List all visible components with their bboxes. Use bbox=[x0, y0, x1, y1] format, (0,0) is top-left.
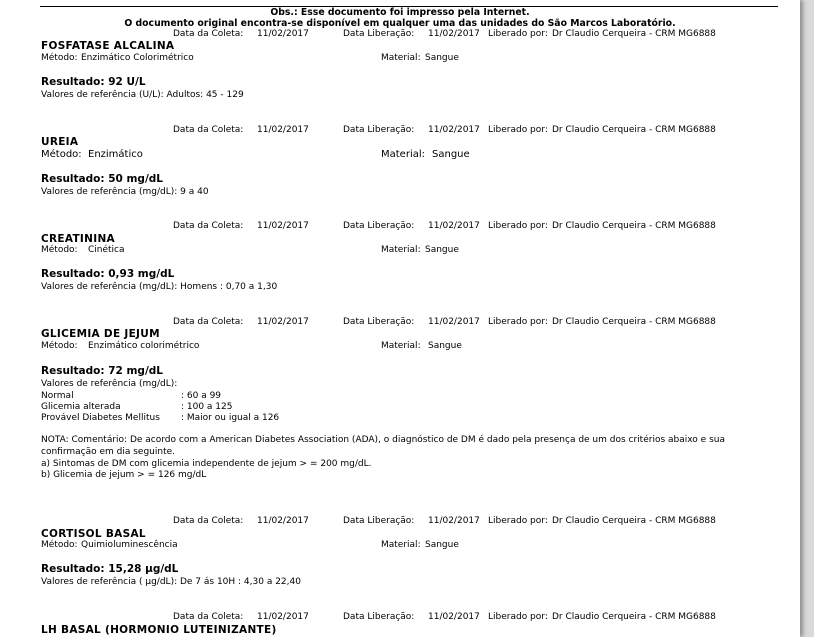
data-liberacao-label: Data Liberação: bbox=[343, 317, 415, 327]
data-liberacao-label: Data Liberação: bbox=[343, 221, 415, 231]
valores-referencia: Valores de referência (U/L): Adultos: 45 - 129 bbox=[41, 90, 244, 100]
material-value: Sangue bbox=[428, 341, 462, 351]
liberado-por-label: Liberado por: bbox=[488, 516, 548, 526]
data-coleta-value: 11/02/2017 bbox=[257, 516, 309, 526]
material-value: Sangue bbox=[425, 540, 459, 550]
metodo-label: Método: bbox=[41, 53, 78, 63]
material-label: Material: bbox=[381, 149, 425, 160]
ref-value-glicemia-alterada: : 100 a 125 bbox=[181, 402, 233, 412]
liberado-por-label: Liberado por: bbox=[488, 317, 548, 327]
exam-title: CORTISOL BASAL bbox=[41, 528, 146, 540]
data-coleta-label: Data da Coleta: bbox=[173, 516, 244, 526]
liberado-por-label: Liberado por: bbox=[488, 125, 548, 135]
exam-title: GLICEMIA DE JEJUM bbox=[41, 328, 160, 340]
metodo-label: Método: bbox=[41, 245, 78, 255]
data-liberacao-label: Data Liberação: bbox=[343, 29, 415, 39]
valores-referencia: Valores de referência ( μg/dL): De 7 ás 10H : 4,30 a 22,40 bbox=[41, 577, 301, 587]
ref-value-normal: : 60 a 99 bbox=[181, 391, 222, 401]
data-liberacao-value: 11/02/2017 bbox=[428, 125, 480, 135]
metodo-label: Método: bbox=[41, 149, 82, 160]
metodo-label: Método: bbox=[41, 341, 78, 351]
liberado-por-label: Liberado por: bbox=[488, 29, 548, 39]
valores-referencia: Valores de referência (mg/dL): bbox=[41, 379, 178, 389]
data-liberacao-value: 11/02/2017 bbox=[428, 29, 480, 39]
nota-line-1: NOTA: Comentário: De acordo com a American Diabetes Association (ADA), o diagnóstico de DM é dado pela presença de um dos critérios abaixo e sua bbox=[41, 435, 725, 445]
data-coleta-label: Data da Coleta: bbox=[173, 125, 244, 135]
data-liberacao-value: 11/02/2017 bbox=[428, 612, 480, 622]
obs-line-1: Obs.: Esse documento foi impresso pela Internet. bbox=[270, 7, 530, 18]
data-coleta-label: Data da Coleta: bbox=[173, 317, 244, 327]
liberado-por-value: Dr Claudio Cerqueira - CRM MG6888 bbox=[552, 516, 716, 526]
nota-line-2: confirmação em dia seguinte. bbox=[41, 447, 176, 457]
metodo-value: Enzimático Colorimétrico bbox=[81, 53, 194, 63]
metodo-value: Enzimático bbox=[88, 149, 143, 160]
ref-label-diabetes: Provável Diabetes Mellitus bbox=[41, 413, 160, 423]
metodo-value: Enzimático colorimétrico bbox=[88, 341, 200, 351]
resultado: Resultado: 0,93 mg/dL bbox=[41, 268, 175, 280]
exam-title: CREATININA bbox=[41, 233, 115, 245]
exam-title: UREIA bbox=[41, 136, 79, 148]
material-label: Material: bbox=[381, 341, 421, 351]
liberado-por-label: Liberado por: bbox=[488, 221, 548, 231]
data-coleta-label: Data da Coleta: bbox=[173, 29, 244, 39]
obs-line-2: O documento original encontra-se disponível em qualquer uma das unidades do São Marcos Laboratório. bbox=[124, 18, 676, 29]
material-value: Sangue bbox=[425, 245, 459, 255]
data-liberacao-label: Data Liberação: bbox=[343, 612, 415, 622]
data-coleta-value: 11/02/2017 bbox=[257, 221, 309, 231]
data-coleta-label: Data da Coleta: bbox=[173, 612, 244, 622]
material-label: Material: bbox=[381, 245, 421, 255]
data-liberacao-value: 11/02/2017 bbox=[428, 516, 480, 526]
resultado: Resultado: 50 mg/dL bbox=[41, 173, 163, 185]
material-label: Material: bbox=[381, 540, 421, 550]
data-coleta-label: Data da Coleta: bbox=[173, 221, 244, 231]
resultado: Resultado: 72 mg/dL bbox=[41, 365, 163, 377]
data-liberacao-value: 11/02/2017 bbox=[428, 221, 480, 231]
resultado: Resultado: 15,28 μg/dL bbox=[41, 563, 179, 575]
material-value: Sangue bbox=[425, 53, 459, 63]
liberado-por-value: Dr Claudio Cerqueira - CRM MG6888 bbox=[552, 612, 716, 622]
valores-referencia: Valores de referência (mg/dL): 9 a 40 bbox=[41, 187, 209, 197]
resultado: Resultado: 92 U/L bbox=[41, 76, 146, 88]
ref-label-normal: Normal bbox=[41, 391, 74, 401]
liberado-por-value: Dr Claudio Cerqueira - CRM MG6888 bbox=[552, 125, 716, 135]
material-label: Material: bbox=[381, 53, 421, 63]
nota-line-4: b) Glicemia de jejum > = 126 mg/dL bbox=[41, 470, 207, 480]
material-value: Sangue bbox=[432, 149, 470, 160]
data-liberacao-value: 11/02/2017 bbox=[428, 317, 480, 327]
liberado-por-value: Dr Claudio Cerqueira - CRM MG6888 bbox=[552, 29, 716, 39]
metodo-value: Quimioluminescência bbox=[81, 540, 178, 550]
nota-line-3: a) Sintomas de DM com glicemia independente de jejum > = 200 mg/dL. bbox=[41, 459, 372, 469]
exam-title: FOSFATASE ALCALINA bbox=[41, 40, 175, 52]
metodo-value: Cinética bbox=[88, 245, 125, 255]
data-coleta-value: 11/02/2017 bbox=[257, 29, 309, 39]
data-coleta-value: 11/02/2017 bbox=[257, 317, 309, 327]
ref-label-glicemia-alterada: Glicemia alterada bbox=[41, 402, 121, 412]
liberado-por-label: Liberado por: bbox=[488, 612, 548, 622]
liberado-por-value: Dr Claudio Cerqueira - CRM MG6888 bbox=[552, 221, 716, 231]
exam-title: LH BASAL (HORMONIO LUTEINIZANTE) bbox=[41, 624, 277, 636]
liberado-por-value: Dr Claudio Cerqueira - CRM MG6888 bbox=[552, 317, 716, 327]
data-coleta-value: 11/02/2017 bbox=[257, 125, 309, 135]
ref-value-diabetes: : Maior ou igual a 126 bbox=[181, 413, 280, 423]
metodo-label: Método: bbox=[41, 540, 78, 550]
data-liberacao-label: Data Liberação: bbox=[343, 125, 415, 135]
data-liberacao-label: Data Liberação: bbox=[343, 516, 415, 526]
valores-referencia: Valores de referência (mg/dL): Homens : 0,70 a 1,30 bbox=[41, 282, 278, 292]
data-coleta-value: 11/02/2017 bbox=[257, 612, 309, 622]
